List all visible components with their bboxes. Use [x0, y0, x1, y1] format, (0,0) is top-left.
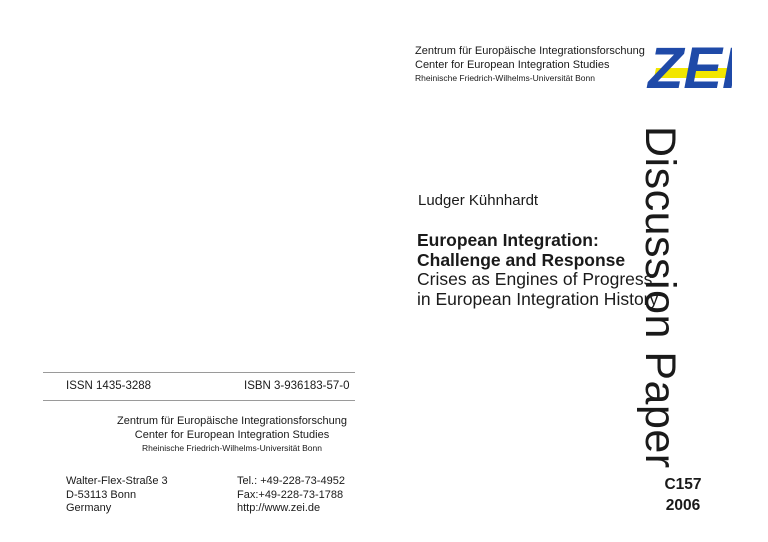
- contact-web: http://www.zei.de: [237, 502, 321, 514]
- institute-name-en: Center for European Integration Studies: [415, 59, 610, 71]
- institute-header: [415, 44, 645, 84]
- zei-logo-text: ZEI: [648, 36, 732, 100]
- contact-details: [237, 475, 345, 516]
- title-line-2: Challenge and Response: [417, 249, 626, 270]
- title-line-1: European Integration:: [417, 230, 599, 250]
- back-institute-name-de: Zentrum für Europäische Integrationsforschung: [117, 415, 347, 427]
- zei-logo: [644, 30, 732, 100]
- contact-tel: Tel.: +49-228-73-4952: [237, 475, 345, 487]
- divider-top: [43, 372, 355, 373]
- postal-address: [66, 475, 168, 516]
- address-country: Germany: [66, 502, 112, 514]
- back-institute-name-en: Center for European Integration Studies: [134, 429, 330, 441]
- subtitle-line-2: in European Integration History: [417, 288, 659, 309]
- address-street: Walter-Flex-Straße 3: [66, 475, 168, 487]
- paper-number-block: [643, 474, 723, 516]
- paper-title: [417, 231, 658, 309]
- back-institute-block: [112, 414, 352, 454]
- address-city: D-53113 Bonn: [66, 488, 137, 501]
- issn: ISSN 1435-3288: [66, 380, 152, 392]
- divider-bottom: [43, 400, 355, 401]
- paper-year: 2006: [665, 497, 701, 514]
- university-name: Rheinische Friedrich-Wilhelms-Universität Bonn: [415, 73, 595, 83]
- paper-number: C157: [664, 476, 702, 493]
- series-label-text: Discussion Paper: [636, 126, 684, 469]
- author-name: Ludger Kühnhardt: [418, 192, 539, 209]
- institute-name-de: Zentrum für Europäische Integrationsforschung: [415, 45, 645, 57]
- isbn: ISBN 3-936183-57-0: [244, 380, 350, 392]
- back-university-name: Rheinische Friedrich-Wilhelms-Universität Bonn: [142, 443, 322, 453]
- subtitle-line-1: Crises as Engines of Progress: [417, 269, 653, 289]
- contact-fax: Fax:+49-228-73-1788: [237, 488, 344, 501]
